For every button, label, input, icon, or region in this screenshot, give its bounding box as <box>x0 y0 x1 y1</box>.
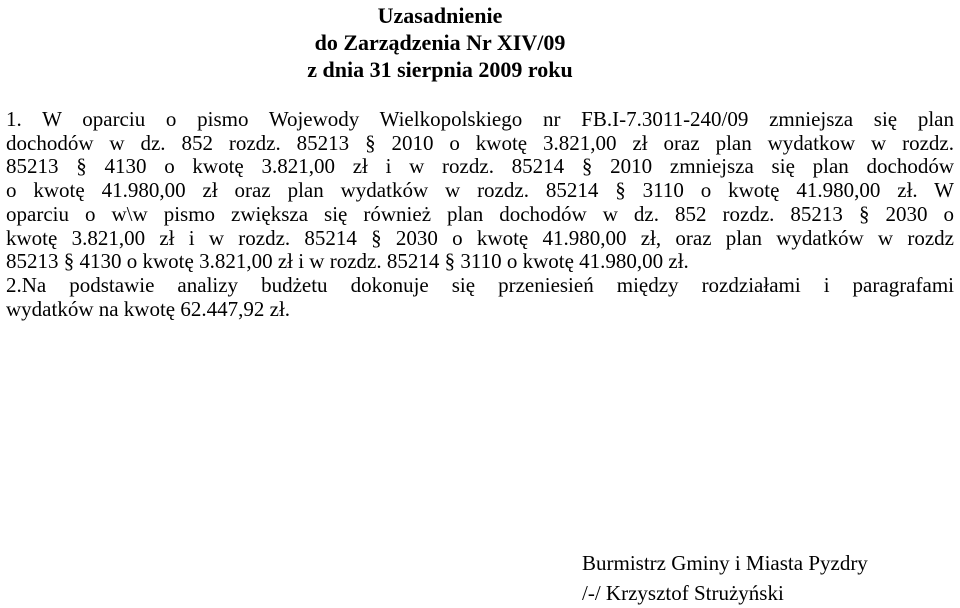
body-line: 85213 § 4130 o kwotę 3.821,00 zł i w rozdz. 85214 § 2010 zmniejsza się plan dochodów <box>6 154 954 179</box>
body-line: dochodów w dz. 852 rozdz. 85213 § 2010 o kwotę 3.821,00 zł oraz plan wydatkow w rozdz. <box>6 130 954 155</box>
document-date: z dnia 31 sierpnia 2009 roku <box>307 57 573 82</box>
justification-body <box>6 108 954 321</box>
signature-block <box>582 548 868 608</box>
body-line: oparciu o w\w pismo zwiększa się również plan dochodów w dz. 852 rozdz. 85213 § 2030 o <box>6 201 954 226</box>
document-reference: do Zarządzenia Nr XIV/09 <box>314 30 566 55</box>
document-header <box>0 2 960 83</box>
body-line: kwotę 3.821,00 zł i w rozdz. 85214 § 2030 o kwotę 41.980,00 zł, oraz plan wydatków w rozdz <box>6 225 954 250</box>
signatory-name: /-/ Krzysztof Strużyński <box>582 581 784 605</box>
body-line: wydatków na kwotę 62.447,92 zł. <box>6 296 291 321</box>
signatory-title: Burmistrz Gminy i Miasta Pyzdry <box>582 551 868 575</box>
body-line: 1. W oparciu o pismo Wojewody Wielkopolskiego nr FB.I-7.3011-240/09 zmniejsza się plan <box>6 107 954 131</box>
body-line: 2.Na podstawie analizy budżetu dokonuje się przeniesień między rozdziałami i paragrafami <box>6 272 954 297</box>
document-title: Uzasadnienie <box>377 3 503 28</box>
body-line: o kwotę 41.980,00 zł oraz plan wydatków w rozdz. 85214 § 3110 o kwotę 41.980,00 zł. W <box>6 178 954 203</box>
body-line: 85213 § 4130 o kwotę 3.821,00 zł i w rozdz. 85214 § 3110 o kwotę 41.980,00 zł. <box>6 249 689 274</box>
